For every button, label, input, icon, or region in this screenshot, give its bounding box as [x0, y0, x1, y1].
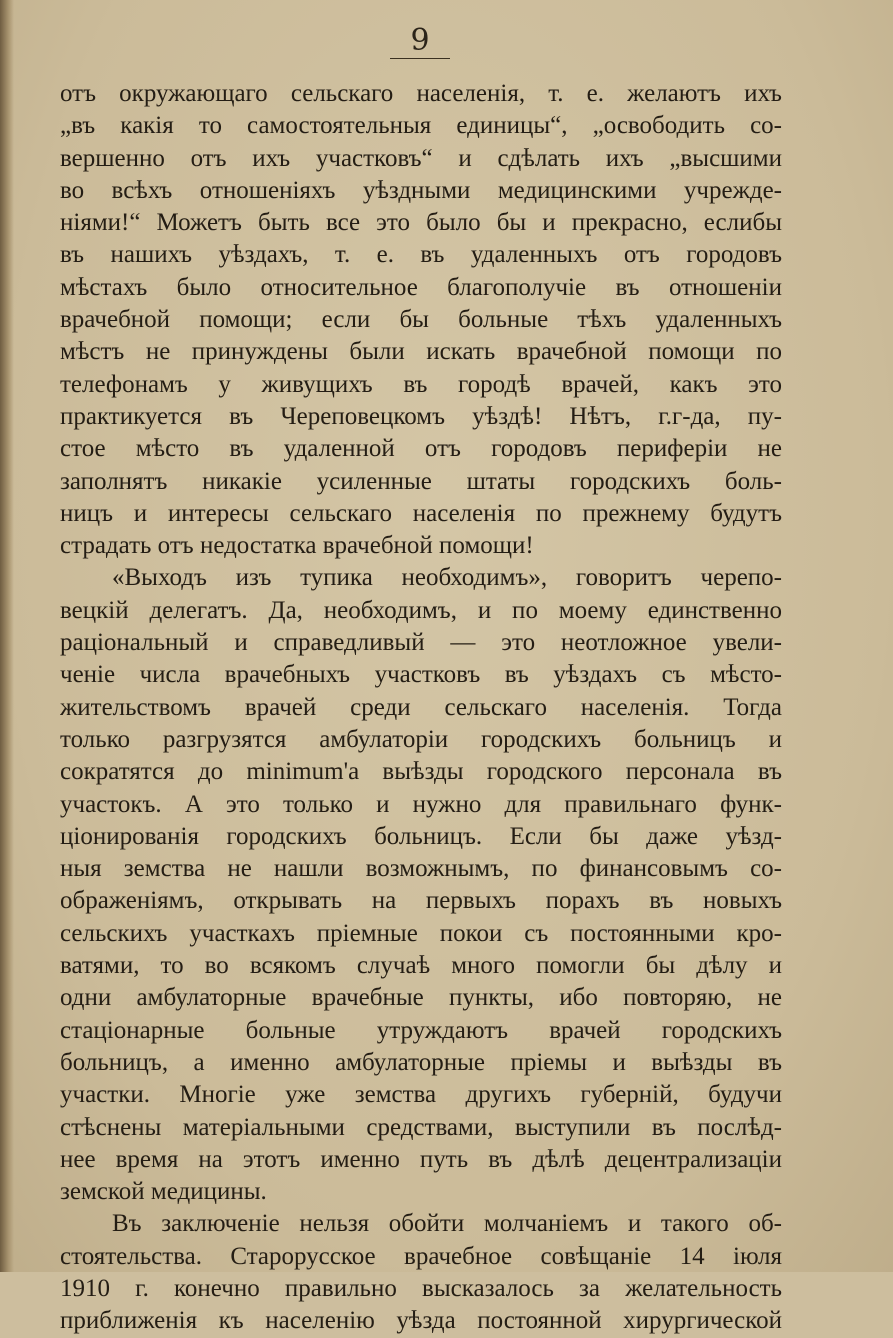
text-line: ображеніямъ, открывать на первыхъ порахъ въ новыхъ	[60, 887, 782, 915]
text-line: сократятся до minimum'а выѣзды городского персонала въ	[60, 758, 782, 786]
text-line: участокъ. А это только и нужно для правильнаго функ-	[60, 790, 782, 818]
text-line: ватями, то во всякомъ случаѣ много помогли бы дѣлу и	[60, 952, 782, 980]
text-line: сельскихъ участкахъ пріемные покои съ постоянными кро-	[60, 919, 782, 947]
text-line: ныя земства не нашли возможнымъ, по финансовымъ со-	[60, 855, 782, 883]
text-line: стаціонарные больные утруждаютъ врачей городскихъ	[60, 1016, 782, 1044]
body-text	[60, 78, 782, 1338]
text-line: земской медицины.	[60, 1178, 267, 1206]
text-line: стоятельства. Старорусское врачебное совѣщаніе 14 іюля	[60, 1242, 782, 1270]
page-number: 9	[390, 24, 450, 59]
text-line: въ нашихъ уѣздахъ, т. е. въ удаленныхъ отъ городовъ	[60, 241, 782, 269]
text-line: „въ какія то самостоятельныя единицы“, „освободить со-	[60, 112, 782, 140]
text-line: ницъ и интересы сельскаго населенія по прежнему будутъ	[60, 499, 782, 527]
text-line: нее время на этотъ именно путь въ дѣлѣ децентрализаціи	[60, 1145, 782, 1173]
text-line: только разгрузятся амбулаторіи городскихъ больницъ и	[60, 725, 782, 753]
text-line: во всѣхъ отношеніяхъ уѣздными медицинскими учрежде-	[60, 176, 782, 204]
text-line: приближенія къ населенію уѣзда постоянной хирургической	[60, 1307, 782, 1335]
text-line: участки. Многіе уже земства другихъ губерній, будучи	[60, 1081, 782, 1109]
text-line: вецкій делегатъ. Да, необходимъ, и по моему единственно	[60, 596, 782, 624]
page-spine-shadow	[0, 0, 14, 1272]
text-line: «Выходъ изъ тупика необходимъ», говоритъ черепо-	[112, 564, 782, 592]
text-line: ченіе числа врачебныхъ участковъ въ уѣздахъ съ мѣсто-	[60, 661, 782, 689]
text-line: вершенно отъ ихъ участковъ“ и сдѣлать ихъ „высшими	[60, 144, 782, 172]
text-line: ніями!“ Можетъ быть все это было бы и прекрасно, еслибы	[60, 209, 782, 237]
text-line: мѣстахъ было относительное благополучіе въ отношеніи	[60, 273, 782, 301]
text-line: одни амбулаторные врачебные пункты, ибо повторяю, не	[60, 984, 782, 1012]
text-line: 1910 г. конечно правильно высказалось за желательность	[60, 1274, 782, 1302]
text-line: Въ заключеніе нельзя обойти молчаніемъ и такого об-	[112, 1210, 782, 1238]
text-line: заполнятъ никакіе усиленные штаты городскихъ боль-	[60, 467, 782, 495]
text-line: отъ окружающаго сельскаго населенія, т. е. желаютъ ихъ	[60, 80, 782, 107]
text-line: раціональный и справедливый — это неотложное увели-	[60, 629, 782, 657]
text-line: стое мѣсто въ удаленной отъ городовъ периферіи не	[60, 435, 782, 463]
text-line: телефонамъ у живущихъ въ городѣ врачей, какъ это	[60, 370, 782, 398]
text-line: жительствомъ врачей среди сельскаго населенія. Тогда	[60, 693, 782, 721]
text-line: мѣстъ не принуждены были искать врачебной помощи по	[60, 338, 782, 366]
text-line: стѣснены матеріальными средствами, выступили въ послѣд-	[60, 1113, 782, 1141]
text-line: практикуется въ Череповецкомъ уѣздѣ! Нѣтъ, г.г-да, пу-	[60, 402, 782, 430]
text-line: врачебной помощи; если бы больные тѣхъ удаленныхъ	[60, 306, 782, 334]
text-line: больницъ, а именно амбулаторные пріемы и выѣзды въ	[60, 1048, 782, 1076]
text-line: ціонированія городскихъ больницъ. Если бы даже уѣзд-	[60, 822, 782, 850]
text-line: страдать отъ недостатка врачебной помощи!	[60, 532, 534, 560]
